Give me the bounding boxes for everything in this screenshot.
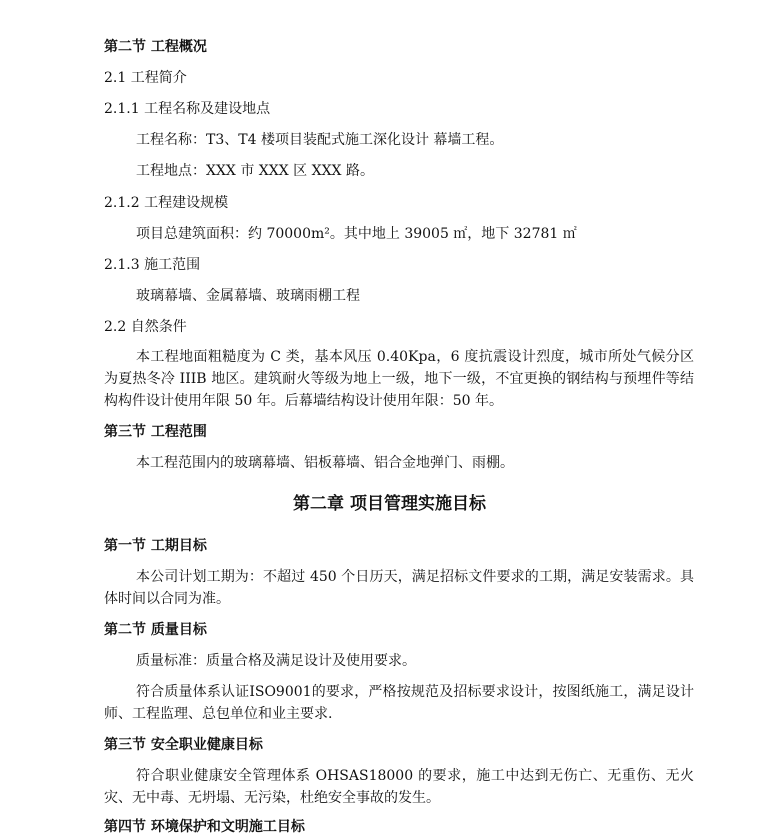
subsection-heading: 2.2 自然条件: [104, 319, 187, 335]
chapter-title: 第二章 项目管理实施目标: [293, 494, 486, 514]
body-text: 本工程范围内的玻璃幕墙、铝板幕墙、铝合金地弹门、雨棚。: [136, 455, 514, 471]
subsection-heading: 2.1.1 工程名称及建设地点: [104, 101, 271, 117]
body-paragraph: 本工程地面粗糙度为 C 类，基本风压 0.40Kpa，6 度抗震设计烈度，城市所处气候分区为夏热冬冷 IIIB 地区。建筑耐火等级为地上一级，地下一级，不宜更换的钢结构与预埋件等结构构件设计使用年限 50 年。后幕墙结构设计使用年限：50 年。: [104, 349, 694, 409]
body-text: 工程地点：XXX 市 XXX 区 XXX 路。: [136, 163, 374, 179]
body-text: 工程名称：T3、T4 楼项目装配式施工深化设计 幕墙工程。: [136, 132, 504, 148]
body-text: 项目总建筑面积：约 70000m²。其中地上 39005 ㎡，地下 32781 ㎡: [136, 226, 577, 242]
body-paragraph: 符合质量体系认证ISO9001的要求，严格按规范及招标要求设计，按图纸施工，满足设计师、工程监理、总包单位和业主要求.: [104, 684, 694, 722]
body-text: 玻璃幕墙、金属幕墙、玻璃雨棚工程: [136, 288, 360, 304]
section-heading: 第三节 工程范围: [104, 424, 207, 440]
section-heading: 第二节 工程概况: [104, 39, 207, 55]
body-paragraph: 符合职业健康安全管理体系 OHSAS18000 的要求，施工中达到无伤亡、无重伤、无火灾、无中毒、无坍塌、无污染，杜绝安全事故的发生。: [104, 768, 694, 806]
section-heading: 第三节 安全职业健康目标: [104, 737, 263, 753]
body-paragraph: 本公司计划工期为：不超过 450 个日历天，满足招标文件要求的工期，满足安装需求。具体时间以合同为准。: [104, 569, 694, 607]
section-heading: 第二节 质量目标: [104, 622, 207, 638]
subsection-heading: 2.1.3 施工范围: [104, 257, 201, 273]
section-heading: 第四节 环境保护和文明施工目标: [104, 819, 305, 835]
subsection-heading: 2.1.2 工程建设规模: [104, 195, 229, 211]
body-text: 质量标准：质量合格及满足设计及使用要求。: [136, 653, 416, 669]
section-heading: 第一节 工期目标: [104, 538, 207, 554]
subsection-heading: 2.1 工程简介: [104, 70, 187, 86]
